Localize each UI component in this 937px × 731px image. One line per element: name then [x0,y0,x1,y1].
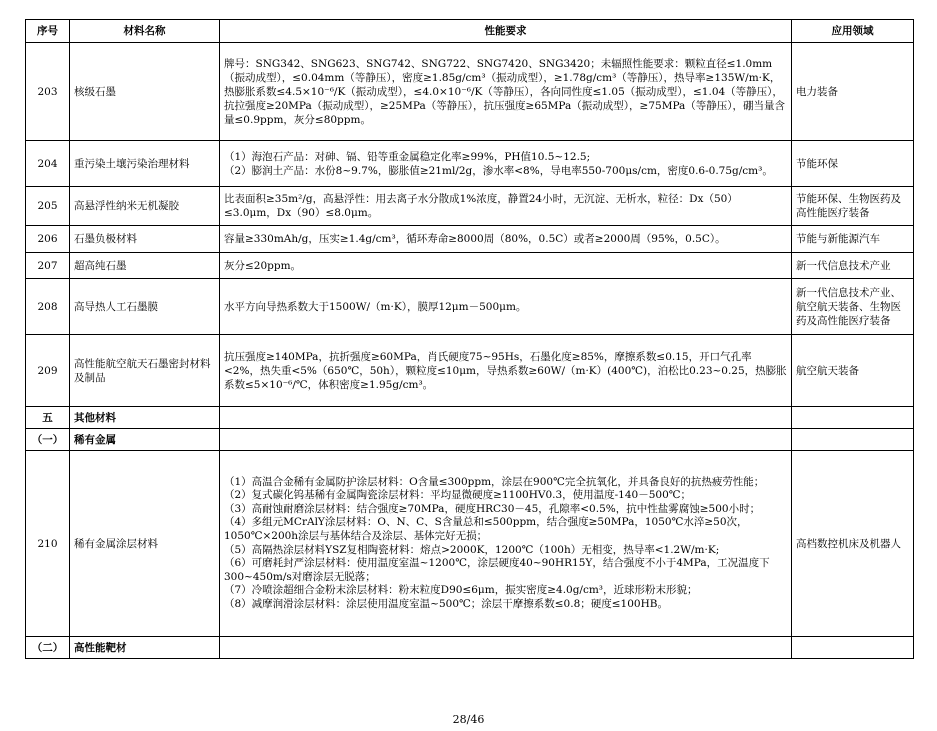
spec-line: （1）海泡石产品：对砷、镉、铅等重金属稳定化率≥99%，PH值10.5~12.5; [224,150,591,163]
spec-line: （8）减摩润滑涂层材料：涂层使用温度室温~500℃；涂层干摩擦系数≤0.8；硬度≤100HB。 [224,597,668,610]
subsection-field-empty [792,429,914,451]
subsection-row [26,637,914,659]
spec-line: （1）高温合金稀有金属防护涂层材料：O含量≤300ppm，涂层在900℃完全抗氧化，并具备良好的抗热疲劳性能； [224,475,765,488]
spec-line: （2）复式碳化钨基稀有金属陶瓷涂层材料：平均显微硬度≥1100HV0.3，使用温度-140－500℃； [224,489,692,502]
row-name: 高悬浮性纳米无机凝胶 [70,187,220,226]
subsection-row [26,429,914,451]
table-row [26,451,914,637]
row-seq: 209 [26,335,70,407]
table-row [26,226,914,253]
row-name: 石墨负极材料 [70,226,220,253]
row-field: 新一代信息技术产业 [792,253,914,279]
subsection-name: 稀有金属 [70,429,220,451]
row-name: 稀有金属涂层材料 [70,451,220,637]
row-seq: 207 [26,253,70,279]
table-row [26,187,914,226]
spec-line: （4）多组元MCrAlY涂层材料：O、N、C、S含量总和≤500ppm，结合强度≥50MPa，1050℃水淬≥50次，1050℃×200h涂层与基体结合及涂层、基体完好无损； [224,516,748,542]
row-field: 节能环保、生物医药及高性能医疗装备 [792,187,914,226]
section-seq: 五 [26,407,70,429]
row-spec: 抗压强度≥140MPa，抗折强度≥60MPa，肖氏硬度75~95Hs，石墨化度≥85%，摩擦系数≤0.15，开口气孔率<2%，热失重<5%（650℃，50h），颗粒度≤10μm，导热系数≥60W/（m·K）(400℃)，泊松比0.23~0.25，热膨胀系数≤5×10⁻⁶/℃，体积密度≥1.95g/cm³。 [220,335,792,407]
subsection-spec-empty [220,429,792,451]
row-spec: 比表面积≥35m²/g，高悬浮性：用去离子水分散成1%浓度，静置24小时，无沉淀、无析水，粒径：Dx（50）≤3.0μm，Dx（90）≤8.0μm。 [220,187,792,226]
row-name: 核级石墨 [70,43,220,141]
page-number: 28/46 [452,713,485,726]
row-seq: 206 [26,226,70,253]
row-spec: 水平方向导热系数大于1500W/（m·K），膜厚12μm－500μm。 [220,279,792,335]
row-name: 重污染土壤污染治理材料 [70,141,220,187]
subsection-seq: （二） [26,637,70,659]
header-name: 材料名称 [70,20,220,43]
table-row [26,279,914,335]
row-seq: 208 [26,279,70,335]
spec-line: （3）高耐蚀耐磨涂层材料：结合强度≥70MPa，硬度HRC30－45，孔隙率<0.5%，抗中性盐雾腐蚀≥500小时； [224,502,761,515]
spec-line: （2）膨润土产品：水份8~9.7%，膨胀值≥21ml/2g，渗水率<8%，导电率550-700μs/cm，密度0.6-0.75g/cm³。 [224,164,773,177]
row-spec: 牌号：SNG342、SNG623、SNG742、SNG722、SNG7420、SNG3420；未辐照性能要求：颗粒直径≤1.0mm（振动成型），≤0.04mm（等静压），密度≥1.85g/cm³（振动成型），≥1.78g/cm³（等静压），热导率≥135W/m·K，热膨胀系数≤4.5×10⁻⁶/K（振动成型），≤4.0×10⁻⁶/K（等静压），各向同性度≤1.05（振动成型），≤1.04（等静压），抗拉强度≥20MPa（振动成型），≥25MPa（等静压），抗压强度≥65MPa（振动成型），≥75MPa（等静压），硼当量含量≤0.9ppm，灰分≤80ppm。 [220,43,792,141]
row-name: 高导热人工石墨膜 [70,279,220,335]
row-field: 节能与新能源汽车 [792,226,914,253]
row-field: 节能环保 [792,141,914,187]
subsection-name: 高性能靶材 [70,637,220,659]
row-spec: 容量≥330mAh/g，压实≥1.4g/cm³，循环寿命≥8000周（80%，0.5C）或者≥2000周（95%，0.5C）。 [220,226,792,253]
row-field: 电力装备 [792,43,914,141]
table-header [26,20,914,43]
section-spec-empty [220,407,792,429]
subsection-seq: （一） [26,429,70,451]
header-field: 应用领域 [792,20,914,43]
row-spec [220,141,792,187]
table-row [26,141,914,187]
row-seq: 203 [26,43,70,141]
table-row [26,253,914,279]
spec-line: （5）高隔热涂层材料YSZ复相陶瓷材料：熔点>2000K，1200℃（100h）无相变，热导率<1.2W/m·K; [224,543,720,556]
materials-table [25,19,914,659]
row-spec [220,451,792,637]
row-spec: 灰分≤20ppm。 [220,253,792,279]
row-field: 新一代信息技术产业、航空航天装备、生物医药及高性能医疗装备 [792,279,914,335]
row-seq: 210 [26,451,70,637]
header-spec: 性能要求 [220,20,792,43]
spec-line: （6）可磨耗封严涂层材料：使用温度室温~1200℃，涂层硬度40~90HR15Y，结合强度不小于4MPa，工况温度下300~450m/s对磨涂层无脱落； [224,557,770,583]
row-field: 高档数控机床及机器人 [792,451,914,637]
table-row [26,43,914,141]
row-name: 高性能航空航天石墨密封材料及制品 [70,335,220,407]
section-name: 其他材料 [70,407,220,429]
section-field-empty [792,407,914,429]
section-row [26,407,914,429]
row-seq: 205 [26,187,70,226]
row-seq: 204 [26,141,70,187]
subsection-spec-empty [220,637,792,659]
table-row [26,335,914,407]
row-name: 超高纯石墨 [70,253,220,279]
row-field: 航空航天装备 [792,335,914,407]
header-seq: 序号 [26,20,70,43]
subsection-field-empty [792,637,914,659]
spec-line: （7）冷喷涂超细合金粉末涂层材料：粉末粒度D90≤6μm，振实密度≥4.0g/cm³，近球形粉末形貌； [224,584,698,597]
